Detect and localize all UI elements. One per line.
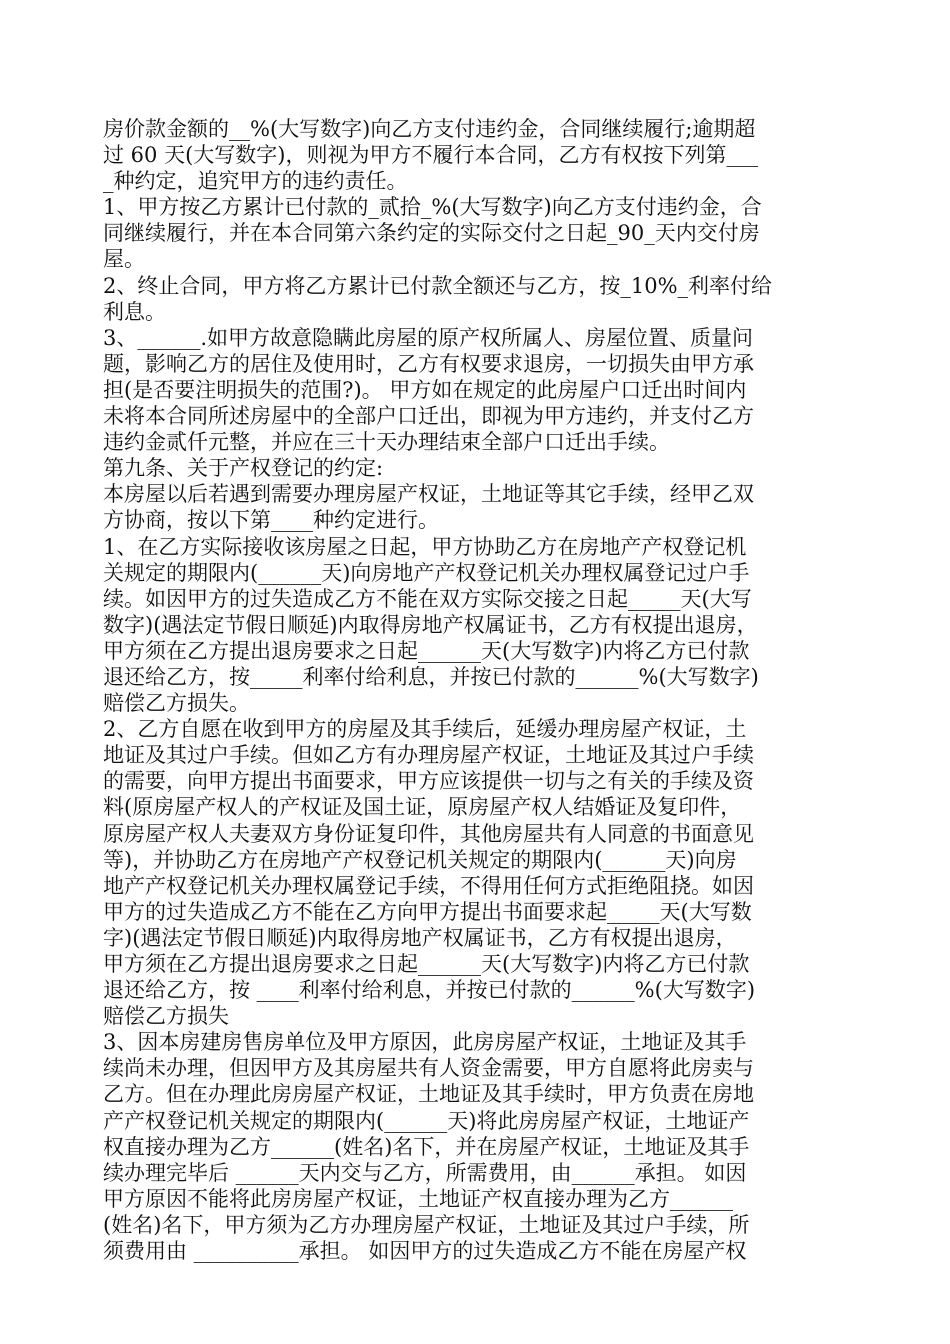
- text-line: 屋。: [103, 247, 145, 272]
- text-line: 赔偿乙方损失。: [103, 691, 250, 716]
- text-line: 地产产权登记机关办理权属登记手续，不得用任何方式拒绝阻挠。如因: [103, 873, 754, 898]
- text-line: 续尚未办理，但因甲方及其房屋共有人资金需要，甲方自愿将此房卖与: [103, 1056, 754, 1081]
- text-line: 续办理完毕后 ______天内交与乙方，所需费用，由______承担。 如因: [103, 1160, 747, 1185]
- text-line: 本房屋以后若遇到需要办理房屋产权证，土地证等其它手续，经甲乙双: [103, 482, 754, 507]
- text-line: 原房屋产权人夫妻双方身份证复印件，其他房屋共有人同意的书面意见: [103, 821, 754, 846]
- text-line: 数字)(遇法定节假日顺延)内取得房地产权属证书，乙方有权提出退房，: [103, 612, 758, 637]
- text-line: 的需要，向甲方提出书面要求，甲方应该提供一切与之有关的手续及资: [103, 769, 754, 794]
- text-line: 2、乙方自愿在收到甲方的房屋及其手续后，延缓办理房屋产权证，土: [103, 717, 747, 742]
- text-line: 1、甲方按乙方累计已付款的_贰拾_%(大写数字)向乙方支付违约金，合: [103, 195, 762, 220]
- text-line: 甲方原因不能将此房房屋产权证，土地证产权直接办理为乙方______: [103, 1186, 733, 1211]
- text-line: 等)，并协助乙方在房地产产权登记机关规定的期限内(______天)向房: [103, 847, 737, 872]
- document-body: [103, 116, 853, 1264]
- text-line: 甲方的过失造成乙方不能在乙方向甲方提出书面要求起_____天(大写数: [103, 899, 752, 924]
- text-line: 地证及其过户手续。但如乙方有办理房屋产权证，土地证及其过户手续: [103, 743, 754, 768]
- text-line: 房价款金额的__%(大写数字)向乙方支付违约金，合同继续履行;逾期超: [103, 117, 756, 141]
- text-line: 违约金贰仟元整，并应在三十天办理结束全部户口迁出手续。: [103, 430, 670, 455]
- text-line: 利息。: [103, 299, 166, 324]
- text-line: 过 60 天(大写数字)，则视为甲方不履行本合同，乙方有权按下列第___: [103, 143, 758, 168]
- text-line: 3、______.如甲方故意隐瞒此房屋的原产权所属人、房屋位置、质量问: [103, 325, 754, 350]
- text-line: 赔偿乙方损失: [103, 1004, 229, 1029]
- text-line: 同继续履行，并在本合同第六条约定的实际交付之日起_90_天内交付房: [103, 221, 760, 246]
- text-line: 退还给乙方，按 ____利率付给利息，并按已付款的______%(大写数字): [103, 978, 756, 1003]
- text-line: (姓名)名下，甲方须为乙方办理房屋产权证，土地证及其过户手续，所: [103, 1212, 750, 1237]
- text-line: 料(原房屋产权人的产权证及国土证，原房屋产权人结婚证及复印件，: [103, 795, 742, 820]
- text-line: 关规定的期限内(______天)向房地产产权登记机关办理权属登记过户手: [103, 560, 750, 585]
- text-line: 方协商，按以下第____种约定进行。: [103, 508, 439, 533]
- text-line: _种约定，追究甲方的违约责任。: [103, 169, 408, 194]
- text-line: 2、终止合同，甲方将乙方累计已付款全额还与乙方，按_10%_利率付给: [103, 273, 773, 298]
- text-line: 乙方。但在办理此房房屋产权证，土地证及其手续时，甲方负责在房地: [103, 1082, 754, 1107]
- text-line: 第九条、关于产权登记的约定:: [103, 456, 384, 481]
- text-line: 须费用由 __________承担。 如因甲方的过失造成乙方不能在房屋产权: [103, 1239, 747, 1264]
- text-line: 甲方须在乙方提出退房要求之日起______天(大写数字)内将乙方已付款: [103, 638, 750, 663]
- text-line: 1、在乙方实际接收该房屋之日起，甲方协助乙方在房地产产权登记机: [103, 534, 747, 559]
- text-line: 担(是否要注明损失的范围?)。 甲方如在规定的此房屋户口迁出时间内: [103, 377, 747, 402]
- text-line: 甲方须在乙方提出退房要求之日起______天(大写数字)内将乙方已付款: [103, 952, 750, 976]
- text-line: 字)(遇法定节假日顺延)内取得房地产权属证书，乙方有权提出退房，: [103, 925, 737, 950]
- text-line: 续。如因甲方的过失造成乙方不能在双方实际交接之日起_____天(大写: [103, 586, 752, 611]
- text-line: 3、因本房建房售房单位及甲方原因，此房房屋产权证，土地证及其手: [103, 1030, 747, 1055]
- text-line: 退还给乙方，按_____利率付给利息，并按已付款的______%(大写数字): [103, 664, 759, 689]
- text-line: 未将本合同所述房屋中的全部户口迁出，即视为甲方违约，并支付乙方: [103, 404, 754, 429]
- text-line: 产产权登记机关规定的期限内(______天)将此房房屋产权证，土地证产: [103, 1108, 750, 1133]
- text-line: 题，影响乙方的居住及使用时，乙方有权要求退房，一切损失由甲方承: [103, 351, 754, 376]
- text-line: 权直接办理为乙方______(姓名)名下，并在房屋产权证，土地证及其手: [103, 1134, 750, 1159]
